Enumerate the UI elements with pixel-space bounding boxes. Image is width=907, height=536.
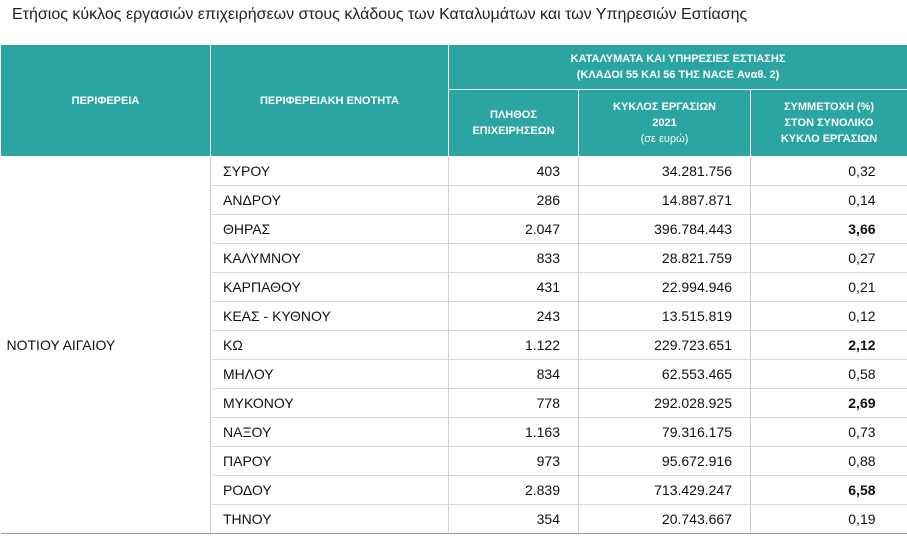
share-cell: 0,88: [751, 447, 907, 476]
turnover-cell: 292.028.925: [579, 389, 751, 418]
turnover-cell: 28.821.759: [579, 244, 751, 273]
turnover-cell: 713.429.247: [579, 476, 751, 505]
turnover-cell: 229.723.651: [579, 331, 751, 360]
header-share-line1: ΣΥΜΜΕΤΟΧΗ (%): [783, 101, 875, 113]
regional-unit-cell: ΠΑΡΟΥ: [211, 447, 449, 476]
regional-unit-cell: ΝΑΞΟΥ: [211, 418, 449, 447]
share-cell: 0,14: [751, 186, 907, 215]
count-cell: 1.163: [449, 418, 579, 447]
regional-unit-cell: ΚΑΛΥΜΝΟΥ: [211, 244, 449, 273]
header-turnover-line2: 2021: [652, 117, 677, 129]
header-share-line3: ΚΥΚΛΟ ΕΡΓΑΣΙΩΝ: [780, 133, 878, 145]
count-cell: 834: [449, 360, 579, 389]
regional-unit-cell: ΣΥΡΟΥ: [211, 157, 449, 186]
share-cell: 3,66: [751, 215, 907, 244]
count-cell: 431: [449, 273, 579, 302]
turnover-table: [0, 44, 907, 534]
header-turnover: [579, 90, 751, 157]
header-group-line2: (ΚΛΑΔΟΙ 55 ΚΑΙ 56 ΤΗΣ NACE Αναθ. 2): [576, 69, 780, 81]
count-cell: 778: [449, 389, 579, 418]
share-cell: 0,32: [751, 157, 907, 186]
count-cell: 833: [449, 244, 579, 273]
share-cell: 0,19: [751, 505, 907, 534]
regional-unit-cell: ΜΥΚΟΝΟΥ: [211, 389, 449, 418]
turnover-cell: 34.281.756: [579, 157, 751, 186]
header-share-line2: ΣΤΟΝ ΣΥΝΟΛΙΚΟ: [784, 117, 874, 129]
turnover-cell: 14.887.871: [579, 186, 751, 215]
share-cell: 0,58: [751, 360, 907, 389]
share-cell: 6,58: [751, 476, 907, 505]
count-cell: 1.122: [449, 331, 579, 360]
count-cell: 243: [449, 302, 579, 331]
turnover-cell: 20.743.667: [579, 505, 751, 534]
region-cell: ΝΟΤΙΟΥ ΑΙΓΑΙΟΥ: [1, 157, 211, 534]
header-turnover-line3: (σε ευρώ): [640, 133, 689, 145]
regional-unit-cell: ΚΕΑΣ - ΚΥΘΝΟΥ: [211, 302, 449, 331]
share-cell: 0,73: [751, 418, 907, 447]
regional-unit-cell: ΡΟΔΟΥ: [211, 476, 449, 505]
header-share: [751, 90, 907, 157]
count-cell: 2.047: [449, 215, 579, 244]
count-cell: 286: [449, 186, 579, 215]
turnover-cell: 62.553.465: [579, 360, 751, 389]
regional-unit-cell: ΚΑΡΠΑΘΟΥ: [211, 273, 449, 302]
regional-unit-cell: ΚΩ: [211, 331, 449, 360]
regional-unit-cell: ΤΗΝΟΥ: [211, 505, 449, 534]
count-cell: 354: [449, 505, 579, 534]
turnover-cell: 22.994.946: [579, 273, 751, 302]
share-cell: 0,27: [751, 244, 907, 273]
header-turnover-line1: ΚΥΚΛΟΣ ΕΡΓΑΣΙΩΝ: [613, 101, 716, 113]
count-cell: 403: [449, 157, 579, 186]
regional-unit-cell: ΑΝΔΡΟΥ: [211, 186, 449, 215]
share-cell: 2,12: [751, 331, 907, 360]
share-cell: 0,21: [751, 273, 907, 302]
header-regional-unit: ΠΕΡΙΦΕΡΕΙΑΚΗ ΕΝΟΤΗΤΑ: [211, 45, 449, 157]
regional-unit-cell: ΜΗΛΟΥ: [211, 360, 449, 389]
header-count-line2: ΕΠΙΧΕΙΡΗΣΕΩΝ: [472, 125, 555, 137]
count-cell: 2.839: [449, 476, 579, 505]
turnover-cell: 79.316.175: [579, 418, 751, 447]
turnover-cell: 95.672.916: [579, 447, 751, 476]
table-row: [1, 157, 907, 186]
share-cell: 2,69: [751, 389, 907, 418]
header-region: ΠΕΡΙΦΕΡΕΙΑ: [1, 45, 211, 157]
share-cell: 0,12: [751, 302, 907, 331]
header-count: [449, 90, 579, 157]
turnover-cell: 13.515.819: [579, 302, 751, 331]
page-title: Ετήσιος κύκλος εργασιών επιχειρήσεων στους κλάδους των Καταλυμάτων και των Υπηρεσιών Εστίασης: [12, 6, 748, 23]
header-group: [449, 45, 907, 90]
header-group-line1: ΚΑΤΑΛΥΜΑΤΑ ΚΑΙ ΥΠΗΡΕΣΙΕΣ ΕΣΤΙΑΣΗΣ: [570, 53, 786, 65]
count-cell: 973: [449, 447, 579, 476]
turnover-cell: 396.784.443: [579, 215, 751, 244]
header-count-line1: ΠΛΗΘΟΣ: [490, 109, 537, 121]
regional-unit-cell: ΘΗΡΑΣ: [211, 215, 449, 244]
